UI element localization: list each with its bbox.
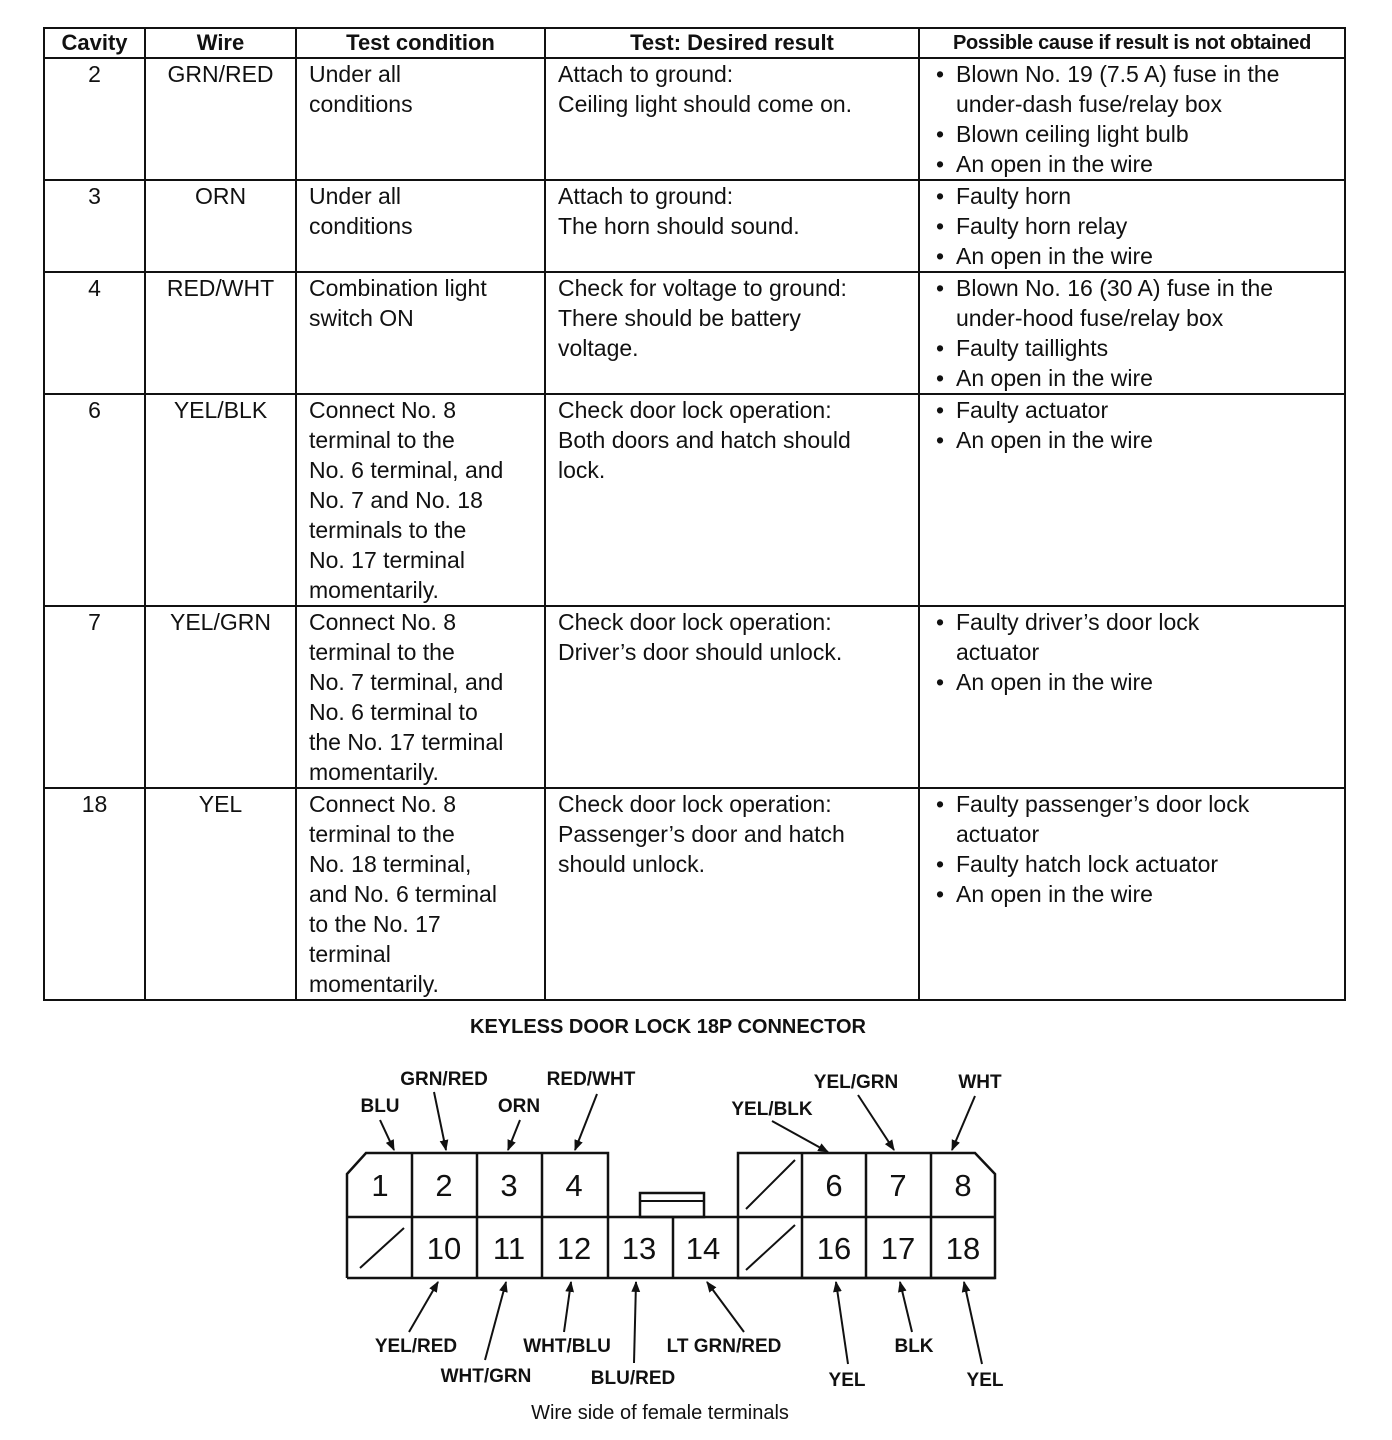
cavity-cell: 4 [44,272,145,394]
wire-label-t10: YEL/RED [374,1336,458,1357]
arrow-t18 [964,1282,982,1364]
wire-label-t18: YEL [966,1370,1004,1391]
cell-text-line: • Faulty actuator [956,397,1109,423]
cell-text-line: actuator [956,821,1040,847]
cell-text-line: • Blown No. 19 (7.5 A) fuse in the [956,61,1280,87]
wire-label-t4: RED/WHT [546,1069,636,1090]
cell-text-line: Ceiling light should come on. [558,91,853,117]
wire-label-t12: WHT/BLU [523,1336,611,1357]
cell-text-line: terminal to the [309,639,455,665]
cell-text-line: • Faulty horn relay [956,213,1128,239]
cavity-number: 6 [825,1168,843,1203]
cell-text-line: under-hood fuse/relay box [956,305,1224,331]
cell-text-line: momentarily. [309,971,439,997]
cavity-number: 16 [816,1231,852,1266]
cavity-cell: 7 [44,606,145,788]
cell-text-line: • An open in the wire [956,151,1153,177]
cavity-cell: 2 [44,58,145,180]
wire-cell: YEL [145,788,296,1000]
cavity-number: 3 [500,1168,518,1203]
wire-label-t8: WHT [958,1072,1002,1093]
cell-text-line: terminal to the [309,427,455,453]
cavity-number: 10 [426,1231,462,1266]
cell-text-line: • An open in the wire [956,427,1153,453]
wire-label-t16: YEL [828,1370,866,1391]
cavity-number: 14 [685,1231,721,1266]
wire-label-t7: YEL/GRN [813,1072,899,1093]
cell-text-line: momentarily. [309,577,439,603]
cell-text-line: • Faulty passenger’s door lock [956,791,1250,817]
cell-text-line: Attach to ground: [558,61,734,87]
cell-text-line: voltage. [558,335,639,361]
wire-cell: YEL/GRN [145,606,296,788]
cell-text-line: Connect No. 8 [309,609,457,635]
cell-text-line: conditions [309,213,413,239]
cell-text-line: No. 6 terminal to [309,699,478,725]
diagram-caption: Wire side of female terminals [531,1402,789,1424]
wire-label-t1: BLU [360,1096,400,1117]
arrow-t17 [900,1282,912,1332]
cavity-number: 18 [945,1231,981,1266]
cell-text-line: Combination light [309,275,487,301]
cell-text-line: • An open in the wire [956,243,1153,269]
cavity-numbers-bottom [427,1231,980,1266]
cell-text-line: to the No. 17 [309,911,441,937]
arrow-t11 [485,1282,506,1360]
cavity-number: 17 [880,1231,916,1266]
wire-label-t14: LT GRN/RED [666,1336,782,1357]
cavity-number: 11 [492,1231,526,1266]
top-wire-labels [360,1069,1002,1120]
arrow-t10 [409,1282,438,1332]
wire-label-t11: WHT/GRN [440,1366,532,1387]
wire-label-t6: YEL/BLK [731,1099,813,1120]
wire-label-t2: GRN/RED [400,1069,488,1090]
connector-left-block [347,1153,738,1278]
wire-cell: YEL/BLK [145,394,296,606]
wire-cell: GRN/RED [145,58,296,180]
cell-text-line: Driver’s door should unlock. [558,639,843,665]
cavity-number: 7 [889,1168,907,1203]
cell-text-line: switch ON [309,305,414,331]
header-test-condition: Test condition [296,28,545,58]
cell-text-line: lock. [558,457,606,483]
cell-text-line: No. 7 terminal, and [309,669,504,695]
cell-text-line: conditions [309,91,413,117]
cell-text-line: terminals to the [309,517,467,543]
cell-text-line: There should be battery [558,305,801,331]
cell-text-line: Check door lock operation: [558,791,832,817]
cell-text-line: Both doors and hatch should [558,427,851,453]
cell-text-line: should unlock. [558,851,706,877]
arrow-t2 [434,1092,446,1150]
cell-text-line: and No. 6 terminal [309,881,497,907]
cell-text-line: • Faulty taillights [956,335,1109,361]
cell-text-line: No. 6 terminal, and [309,457,504,483]
arrow-t12 [564,1282,571,1332]
cell-text-line: actuator [956,639,1040,665]
cell-text-line: The horn should sound. [558,213,800,239]
cell-text-line: • Faulty horn [956,183,1072,209]
arrow-t4 [575,1094,597,1150]
arrow-t8 [952,1096,975,1150]
cavity-number: 2 [435,1168,453,1203]
arrow-t16 [836,1282,848,1364]
cell-text-line: • An open in the wire [956,365,1153,391]
cell-text-line: Passenger’s door and hatch [558,821,845,847]
cell-text-line: Check door lock operation: [558,397,832,423]
cavity-cell: 18 [44,788,145,1000]
cell-text-line: • Faulty hatch lock actuator [956,851,1219,877]
header-possible-cause: Possible cause if result is not obtained [919,28,1345,58]
wire-cell: ORN [145,180,296,272]
wire-cell: RED/WHT [145,272,296,394]
cell-text-line: Attach to ground: [558,183,734,209]
cavity-number: 4 [565,1168,583,1203]
cavity-number: 13 [621,1231,657,1266]
cell-text-line: Under all [309,183,402,209]
arrow-t1 [380,1120,394,1150]
cell-text-line: Check for voltage to ground: [558,275,847,301]
wire-label-t13: BLU/RED [590,1368,676,1389]
arrow-t14 [707,1282,744,1332]
wire-label-t17: BLK [894,1336,934,1357]
cell-text-line: terminal to the [309,821,455,847]
cell-text-line: No. 17 terminal [309,547,465,573]
cavity-cell: 3 [44,180,145,272]
cell-text-line: Check door lock operation: [558,609,832,635]
leader-arrows [380,1092,982,1364]
bottom-wire-labels [375,1336,1004,1391]
cell-text-line: No. 7 and No. 18 [309,487,483,513]
cell-text-line: the No. 17 terminal [309,729,504,755]
cell-text-line: • An open in the wire [956,669,1153,695]
arrow-t6 [772,1121,828,1152]
connector-latch [640,1193,704,1217]
arrow-t7 [858,1095,894,1150]
arrow-t13 [634,1282,636,1363]
arrow-t3 [508,1120,520,1150]
cavity-number: 12 [556,1231,592,1266]
cavity-cell: 6 [44,394,145,606]
cell-text-line: • Blown ceiling light bulb [956,121,1189,147]
cell-text-line: under-dash fuse/relay box [956,91,1222,117]
cavity-number: 8 [954,1168,972,1203]
header-cavity: Cavity [44,28,145,58]
cell-text-line: • An open in the wire [956,881,1153,907]
cell-text-line: Under all [309,61,402,87]
header-desired-result: Test: Desired result [545,28,919,58]
wire-label-t3: ORN [497,1096,541,1117]
cell-text-line: • Faulty driver’s door lock [956,609,1200,635]
cavity-numbers-top [371,1168,971,1203]
cavity-number: 1 [371,1168,389,1203]
cell-text-line: Connect No. 8 [309,791,457,817]
cell-text-line: terminal [309,941,391,967]
cell-text-line: No. 18 terminal, [309,851,472,877]
cell-text-line: momentarily. [309,759,439,785]
connector-title: KEYLESS DOOR LOCK 18P CONNECTOR [470,1016,866,1038]
header-wire: Wire [145,28,296,58]
cell-text-line: • Blown No. 16 (30 A) fuse in the [956,275,1274,301]
cell-text-line: Connect No. 8 [309,397,457,423]
